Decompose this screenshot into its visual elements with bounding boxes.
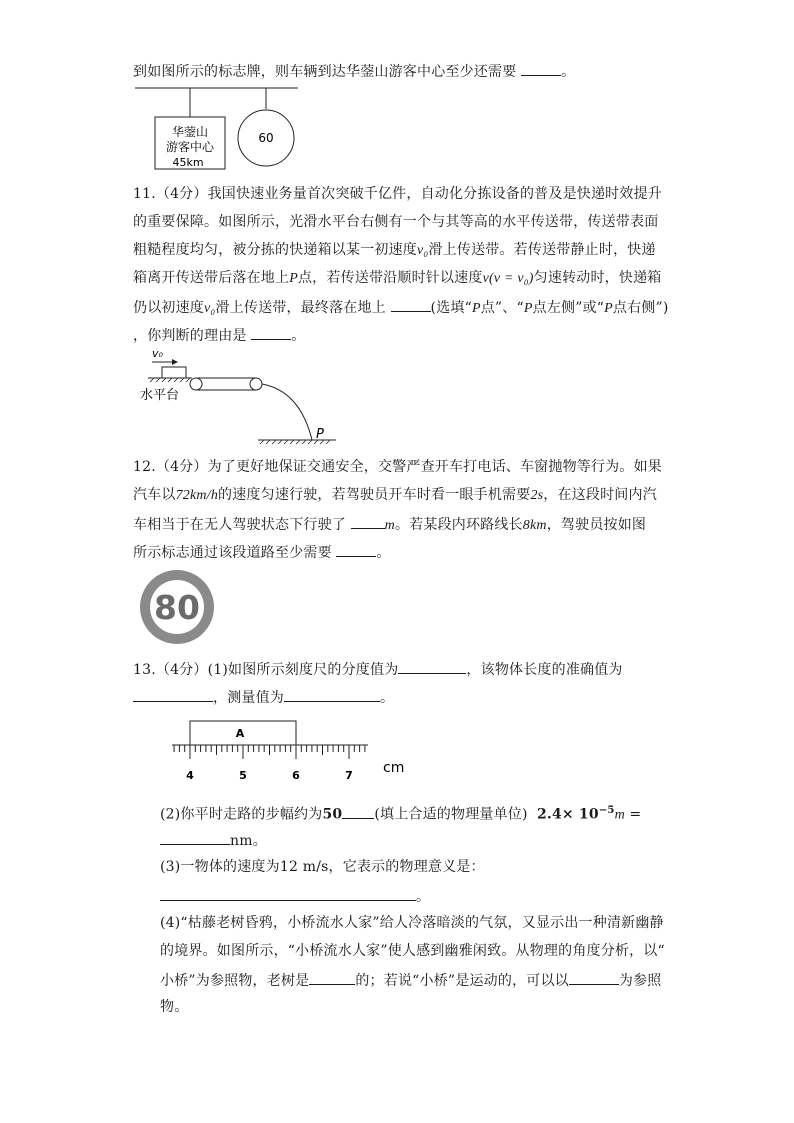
q12-answer-blank-2[interactable] (336, 542, 376, 557)
fig-P-label: P (316, 427, 324, 442)
q10-tail-line: 到如图所示的标志牌，则车辆到达华蓥山游客中心至少还需要 。 (133, 61, 575, 81)
q13-part4-line1: (4)“枯藤老树昏鸦，小桥流水人家”给人冷落暗淡的气氛，又显示出一种清新幽静 (160, 915, 664, 931)
q11-answer-blank-2[interactable] (251, 325, 291, 340)
q12-line3: 车相当于在无人驾驶状态下行驶了 m。若某段内环路线长8km，驾驶员按如图 (133, 514, 646, 535)
conveyor-roller-left (190, 378, 202, 390)
q13-part2-line2: nm。 (160, 830, 267, 850)
q12-answer-blank-1[interactable] (351, 514, 385, 529)
q10-answer-blank[interactable] (521, 61, 561, 76)
q13-unit-blank[interactable] (342, 804, 374, 819)
q13-line2: ，测量值为 。 (133, 687, 394, 707)
q13-motion-blank[interactable] (309, 970, 355, 985)
q11-line1: 11.（4分）我国快速业务量首次突破千亿件，自动化分拣设备的普及是快递时效提升 (133, 186, 662, 202)
ruler-tick-label: 7 (345, 769, 353, 782)
ruler-tick-label: 6 (292, 769, 300, 782)
package-box (162, 367, 186, 378)
ruler-figure (168, 715, 418, 787)
q11-line3: 粗糙程度均匀，被分拣的快递箱以某一初速度v₀滑上传送带。若传送带静止时，快递 (133, 242, 656, 258)
q13-reference-blank[interactable] (569, 970, 619, 985)
q13-answer-blank-3[interactable] (284, 687, 380, 702)
speed-sign-80 (134, 570, 220, 646)
object-A-label: A (235, 727, 245, 740)
trajectory-path (262, 384, 312, 440)
q13-answer-blank-2[interactable] (133, 687, 213, 702)
conveyor-roller-right (250, 378, 262, 390)
q11-line6: ，你判断的理由是 。 (133, 325, 305, 345)
q13-line1: 13.（4分）(1)如图所示刻度尺的分度值为 ，该物体长度的准确值为 (133, 659, 623, 679)
sign-line2: 游客中心 (165, 140, 215, 154)
fig-table-label: 水平台 (140, 388, 180, 403)
q13-part3-line2: 。 (160, 886, 430, 906)
q11-line4: 箱离开传送带后落在地上P点，若传送带沿顺时针以速度v(v = v₀)匀速转动时，快递箱 (133, 270, 662, 286)
q11-line2: 的重要保障。如图所示，光滑水平台右侧有一个与其等高的水平传送带，传送带表面 (133, 214, 659, 230)
q11-line5: 仍以初速度v₀滑上传送带，最终落在地上 (选填“P点”、“P点左侧”或“P点右侧”) (133, 297, 669, 318)
q13-answer-blank-1[interactable] (398, 659, 466, 674)
q11-answer-blank-1[interactable] (391, 297, 431, 312)
conveyor-figure (140, 343, 350, 448)
q13-part4-line3: 小桥”为参照物，老树是 的；若说“小桥”是运动的，可以以 为参照 (160, 970, 661, 990)
speed-sign-value: 80 (154, 588, 200, 627)
q13-part2-line1: (2)你平时走路的步幅约为50 (填上合适的物理量单位) $2.4\times 10^{-5}m$ = (160, 805, 642, 823)
fig-v0-label: v₀ (152, 347, 163, 360)
ruler-tick-label: 5 (239, 769, 247, 782)
q13-part4-line2: 的境界。如图所示，“小桥流水人家”使人感到幽雅闲致。从物理的角度分析，以“ (160, 943, 665, 959)
road-sign-figure (130, 84, 310, 174)
ruler-unit: cm (383, 760, 405, 776)
ruler-tick-label: 4 (186, 769, 194, 782)
q12-line1: 12.（4分）为了更好地保证交通安全，交警严查开车打电话、车窗抛物等行为。如果 (133, 459, 662, 475)
q13-nm-blank[interactable] (160, 830, 230, 845)
sign-line1: 华蓥山 (171, 125, 209, 139)
q12-line4: 所示标志通过该段道路至少需要 。 (133, 542, 391, 562)
q13-meaning-blank[interactable] (160, 886, 416, 901)
q12-line2: 汽车以72km/h的速度匀速行驶，若驾驶员开车时看一眼手机需要2s，在这段时间内汽 (133, 487, 657, 503)
sign-distance: 45km (172, 156, 204, 169)
q10-tail-text: 到如图所示的标志牌，则车辆到达华蓥山游客中心至少还需要 (133, 64, 517, 80)
q13-part4-line4: 物。 (160, 999, 189, 1015)
q13-part3-line1: (3)一物体的速度为12 m/s，它表示的物理意义是： (160, 859, 485, 875)
speed-limit-value: 60 (258, 131, 274, 145)
